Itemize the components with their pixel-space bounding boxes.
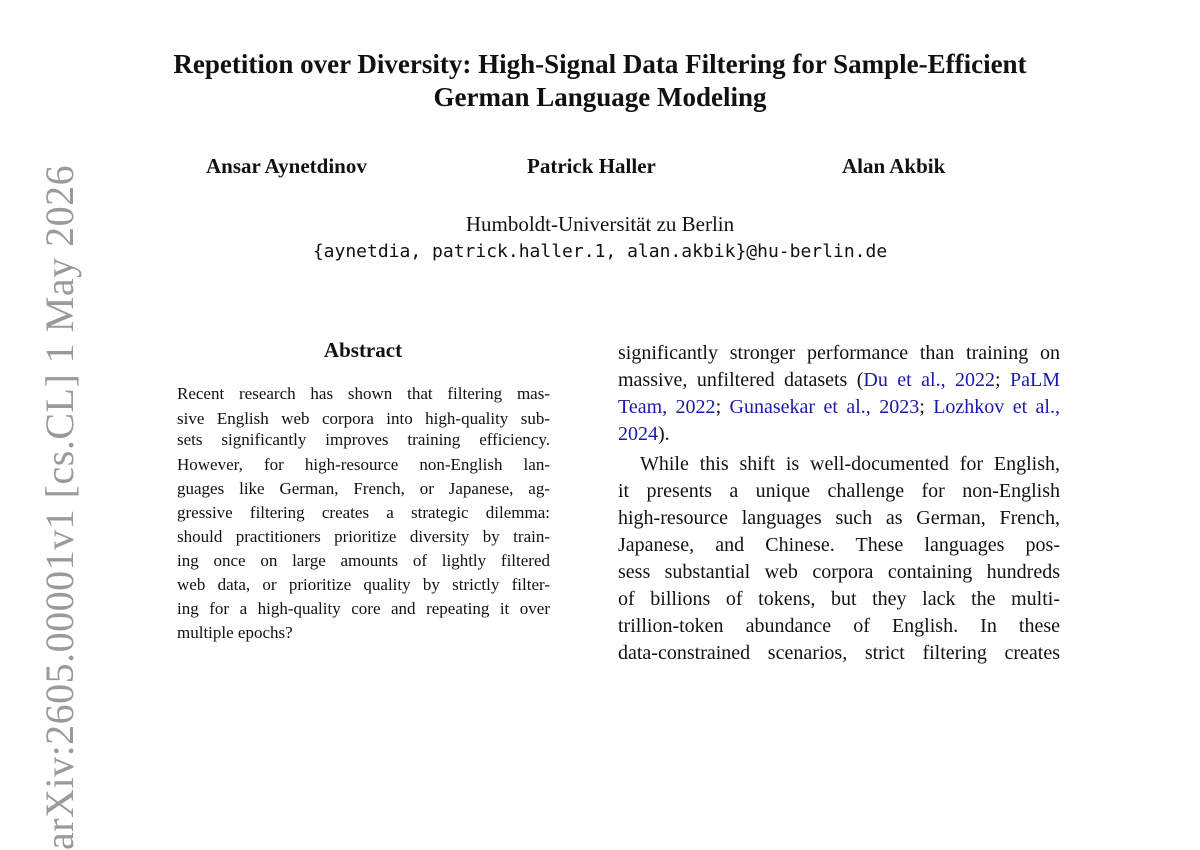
citation-separator: ; — [995, 369, 1010, 391]
citation-link[interactable]: PaLM — [1010, 369, 1060, 391]
abstract-line: ing once on large amounts of lightly filtered — [177, 551, 550, 570]
abstract-line: should practitioners prioritize diversity by train- — [177, 527, 550, 546]
body-line: Japanese, and Chinese. These languages pos- — [618, 534, 1060, 556]
citation-separator: ; — [919, 396, 934, 418]
body-line: sess substantial web corpora containing hundreds — [618, 561, 1060, 583]
citation-link[interactable]: Du et al., 2022 — [863, 369, 996, 391]
body-line: trillion-token abundance of English. In these — [618, 615, 1060, 637]
citation-link[interactable]: 2024 — [618, 423, 658, 445]
abstract-line: gressive filtering creates a strategic dilemma: — [177, 503, 550, 522]
body-text: massive, unfiltered datasets ( — [618, 369, 864, 391]
abstract-line: sets significantly improves training efficiency. — [177, 430, 550, 449]
abstract-line: However, for high-resource non-English lan- — [177, 455, 550, 474]
body-line — [618, 367, 1060, 393]
abstract-line: guages like German, French, or Japanese, ag- — [177, 479, 550, 498]
body-line — [618, 421, 1060, 447]
citation-separator: ; — [715, 396, 730, 418]
body-line — [618, 394, 1060, 420]
body-line: it presents a unique challenge for non-English — [618, 480, 1060, 502]
arxiv-stamp — [32, 164, 82, 850]
author-emails: {aynetdia, patrick.haller.1, alan.akbik}@hu-berlin.de — [312, 241, 888, 262]
abstract-line: Recent research has shown that filtering mas- — [177, 384, 550, 403]
body-line: high-resource languages such as German, French, — [618, 507, 1060, 529]
abstract-line: web data, or prioritize quality by strictly filter- — [177, 575, 550, 594]
abstract-line: multiple epochs? — [177, 623, 293, 642]
body-line: significantly stronger performance than training on — [618, 342, 1060, 364]
body-line: While this shift is well-documented for English, — [640, 453, 1060, 475]
body-line: data-constrained scenarios, strict filtering creates — [618, 642, 1060, 664]
abstract-line: ing for a high-quality core and repeating it over — [177, 599, 550, 618]
title-line-2: German Language Modeling — [433, 82, 767, 112]
title-line-1: Repetition over Diversity: High-Signal Data Filtering for Sample-Efficient — [173, 49, 1027, 79]
affiliation: Humboldt-Universität zu Berlin — [465, 212, 735, 236]
body-text: ). — [658, 423, 670, 445]
author-2: Patrick Haller — [527, 154, 656, 178]
citation-link[interactable]: Gunasekar et al., 2023 — [729, 396, 920, 418]
abstract-heading: Abstract — [323, 338, 403, 362]
abstract-line: sive English web corpora into high-quality sub- — [177, 409, 550, 428]
author-3: Alan Akbik — [842, 154, 946, 178]
paper-title — [100, 48, 1100, 114]
body-line: of billions of tokens, but they lack the multi- — [618, 588, 1060, 610]
author-1: Ansar Aynetdinov — [206, 154, 367, 178]
arxiv-stamp-text: arXiv:2605.00001v1 [cs.CL] 1 May 2026 — [37, 164, 82, 850]
citation-link[interactable]: Lozhkov et al., — [933, 396, 1060, 418]
citation-link[interactable]: Team, 2022 — [618, 396, 716, 418]
